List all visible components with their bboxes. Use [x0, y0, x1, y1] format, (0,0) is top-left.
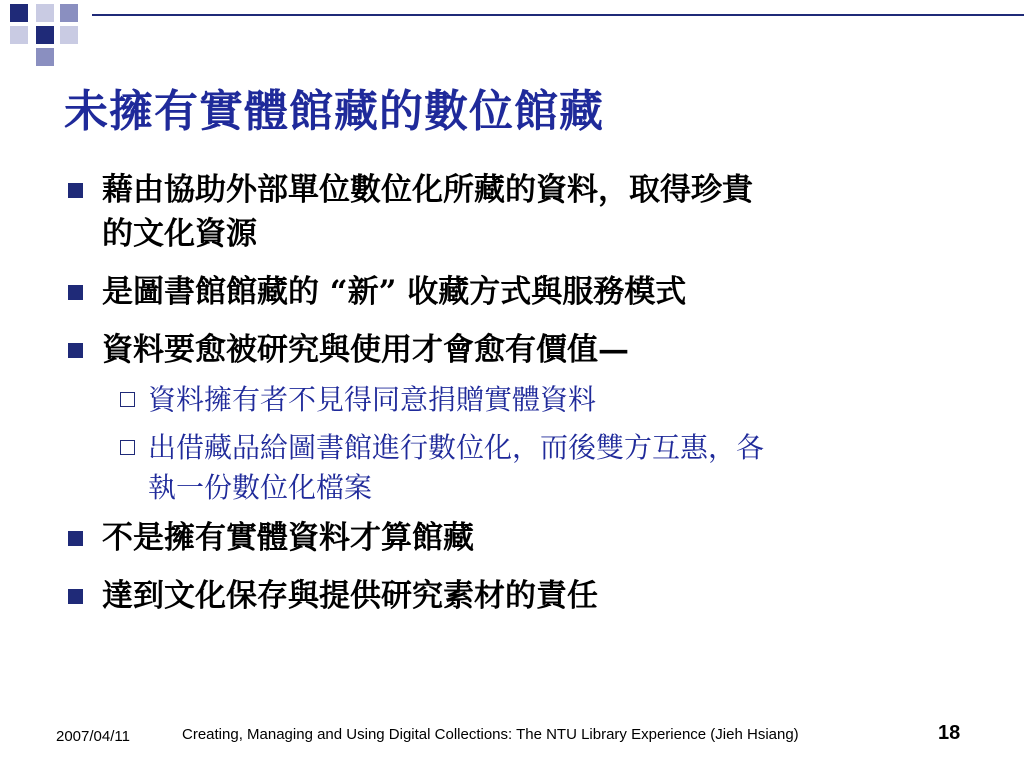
bullet-text: 資料要愈被研究與使用才會愈有價值— — [102, 332, 629, 368]
footer-date: 2007/04/11 — [56, 728, 130, 745]
bullet-item — [64, 516, 964, 560]
bullet-item — [64, 574, 964, 618]
square-bullet-icon — [68, 589, 83, 604]
bullet-item — [64, 168, 964, 256]
corner-decoration-square — [60, 26, 78, 44]
square-bullet-icon — [68, 531, 83, 546]
square-bullet-icon — [68, 343, 83, 358]
page-number: 18 — [938, 722, 961, 744]
square-bullet-icon — [68, 285, 83, 300]
bullet-text: 藉由協助外部單位數位化所藏的資料，取得珍貴 的文化資源 — [102, 172, 753, 252]
corner-decoration-square — [10, 26, 28, 44]
sub-bullet-item — [64, 428, 964, 508]
square-bullet-icon — [68, 183, 83, 198]
bullet-item — [64, 270, 964, 314]
corner-decoration-square — [36, 4, 54, 22]
bullet-text: 達到文化保存與提供研究素材的責任 — [102, 578, 598, 614]
hollow-square-bullet-icon — [120, 440, 135, 455]
sub-bullet-item — [64, 380, 964, 420]
bullet-item — [64, 328, 964, 372]
bullet-text: 出借藏品給圖書館進行數位化，而後雙方互惠，各 執一份數位化檔案 — [148, 431, 765, 504]
header-rule — [92, 14, 1024, 16]
corner-decoration-square — [36, 26, 54, 44]
bullet-text: 不是擁有實體資料才算館藏 — [102, 520, 474, 556]
bullet-list — [64, 168, 964, 618]
bullet-text: 是圖書館館藏的 “新” 收藏方式與服務模式 — [102, 274, 687, 310]
corner-decoration-square — [10, 4, 28, 22]
hollow-square-bullet-icon — [120, 392, 135, 407]
corner-decoration-square — [60, 4, 78, 22]
bullet-text: 資料擁有者不見得同意捐贈實體資料 — [148, 383, 597, 416]
slide-title: 未擁有實體館藏的數位館藏 — [64, 86, 604, 137]
corner-decoration-square — [36, 48, 54, 66]
footer-title: Creating, Managing and Using Digital Collections: The NTU Library Experience (Jieh Hsiang) — [182, 726, 799, 743]
